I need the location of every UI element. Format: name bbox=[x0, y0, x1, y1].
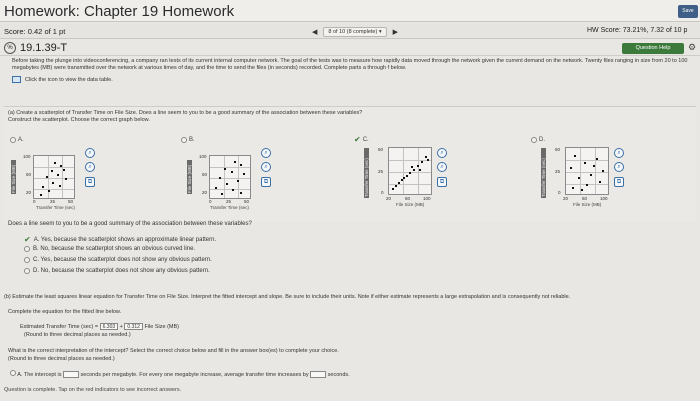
graph-b-xtick: 25 bbox=[226, 199, 232, 204]
graph-d-xlabel: File Size (MB) bbox=[573, 202, 602, 207]
graph-d-xtick: 60 bbox=[582, 196, 588, 201]
hw-score: HW Score: 73.21%, 7.32 of 10 p bbox=[587, 27, 688, 34]
graph-c-xlabel: File Size (MB) bbox=[396, 202, 425, 207]
zoom-out-icon[interactable]: ⌕ bbox=[261, 162, 271, 172]
question-score: Score: 0.42 of 1 pt bbox=[4, 27, 66, 36]
interp-a-end: seconds. bbox=[327, 372, 350, 378]
graph-d-ytick: 50 bbox=[555, 147, 561, 152]
part-a-question: (a) Create a scatterplot of Transfer Time on File Size. Does a line seem to you to be a good summary of the association between these variables? bbox=[8, 110, 363, 116]
answer-option-b[interactable] bbox=[24, 246, 195, 252]
graph-d-ytick: 0 bbox=[558, 190, 561, 195]
next-question-button[interactable]: ▶ bbox=[392, 28, 398, 36]
graph-a-plot bbox=[33, 155, 75, 199]
enlarge-icon[interactable]: ⧉ bbox=[614, 177, 624, 187]
graph-c-ylabel: Transfer Time (sec) bbox=[364, 148, 369, 198]
graph-b-xtick: 50 bbox=[244, 199, 250, 204]
graph-a-ytick: 100 bbox=[23, 154, 31, 159]
graph-d-xtick: 20 bbox=[563, 196, 569, 201]
graph-option-d[interactable] bbox=[531, 137, 545, 143]
graph-b-ylabel: File Size (MB) bbox=[187, 160, 192, 194]
page-title: Homework: Chapter 19 Homework bbox=[4, 3, 235, 20]
question-help-button[interactable]: Question Help bbox=[622, 43, 684, 54]
radio-icon[interactable] bbox=[10, 137, 16, 143]
graph-b-plot bbox=[209, 155, 251, 199]
checkmark-icon: ✔ bbox=[24, 235, 31, 244]
graph-option-label: C. bbox=[362, 136, 369, 143]
app-header bbox=[0, 0, 700, 22]
part-a-instruction: Construct the scatterplot. Choose the correct graph below. bbox=[8, 117, 150, 123]
equation-prefix: Estimated Transfer Time (sec) = bbox=[20, 323, 99, 330]
question-id bbox=[4, 42, 67, 54]
graph-c-ytick: 50 bbox=[378, 147, 384, 152]
question-bar bbox=[0, 40, 700, 56]
enlarge-icon[interactable]: ⧉ bbox=[261, 177, 271, 187]
graph-option-c[interactable] bbox=[354, 135, 369, 144]
prev-question-button[interactable]: ◀ bbox=[312, 28, 318, 36]
graph-b-ytick: 20 bbox=[202, 190, 208, 195]
graph-option-b[interactable] bbox=[181, 137, 195, 143]
interpretation-option-a[interactable] bbox=[10, 370, 350, 378]
graph-c-xtick: 20 bbox=[386, 196, 392, 201]
graph-option-label: B. bbox=[189, 137, 195, 143]
checkmark-icon: ✔ bbox=[354, 135, 361, 144]
intercept-interp-input[interactable] bbox=[63, 371, 79, 378]
question-navigator bbox=[312, 26, 398, 37]
linearity-question: Does a line seem to you to be a good summary of the association between these variables? bbox=[8, 221, 252, 227]
graph-c-ytick: 0 bbox=[381, 190, 384, 195]
interp-a-text: A. The intercept is bbox=[17, 372, 62, 378]
zoom-out-icon[interactable]: ⌕ bbox=[614, 162, 624, 172]
graph-a-ytick: 60 bbox=[26, 172, 32, 177]
slope-interp-input[interactable] bbox=[310, 371, 326, 378]
equation-suffix: File Size (MB) bbox=[144, 323, 179, 330]
answer-option-c[interactable] bbox=[24, 257, 212, 263]
zoom-out-icon[interactable]: ⌕ bbox=[85, 162, 95, 172]
graph-a-ylabel: File Size (MB) bbox=[11, 160, 16, 194]
graph-d-plot bbox=[565, 147, 609, 195]
graph-c-ytick: 25 bbox=[378, 169, 384, 174]
graph-b-xlabel: Transfer Time (sec) bbox=[210, 205, 249, 210]
graph-b-ytick: 60 bbox=[202, 172, 208, 177]
graph-option-a[interactable] bbox=[10, 137, 24, 143]
interp-a-mid: seconds per megabyte. For every one megabyte increase, average transfer time increases by bbox=[80, 372, 309, 378]
interpretation-round-note: (Round to three decimal places as needed.) bbox=[8, 356, 115, 362]
radio-icon[interactable] bbox=[24, 268, 30, 274]
status-message: Question is complete. Tap on the red indicators to see incorrect answers. bbox=[4, 387, 182, 393]
answer-option-text: C. Yes, because the scatterplot does not show any obvious pattern. bbox=[33, 257, 212, 263]
interpretation-question: What is the correct interpretation of the intercept? Select the correct choice below and fill in the answer box(es) to complete your choice. bbox=[8, 348, 339, 354]
data-table-link[interactable] bbox=[12, 76, 113, 83]
equation-plus: + bbox=[119, 323, 123, 330]
zoom-icon[interactable]: ⌕ bbox=[437, 148, 447, 158]
enlarge-icon[interactable]: ⧉ bbox=[437, 177, 447, 187]
graph-c-xtick: 60 bbox=[405, 196, 411, 201]
part-b-question: (b) Estimate the least squares linear equation for Transfer Time on File Size. Interpret the fitted intercept and slope. Be sure to include their units. Note if either estimate represents a large extrapolation and is consequently not reliable. bbox=[4, 294, 571, 300]
zoom-icon[interactable]: ⌕ bbox=[85, 148, 95, 158]
question-number: 19.1.39-T bbox=[20, 42, 68, 54]
part-b-instruction: Complete the equation for the fitted line below. bbox=[8, 309, 122, 315]
radio-icon[interactable] bbox=[531, 137, 537, 143]
graph-d-ylabel: Transfer Time (sec) bbox=[541, 148, 546, 198]
round-note: (Round to three decimal places as needed.) bbox=[24, 332, 131, 338]
graph-c-plot bbox=[388, 147, 432, 195]
enlarge-icon[interactable]: ⧉ bbox=[85, 177, 95, 187]
zoom-out-icon[interactable]: ⌕ bbox=[437, 162, 447, 172]
graph-option-label: D. bbox=[539, 137, 545, 143]
part-a-prompt bbox=[8, 110, 362, 124]
fitted-equation bbox=[20, 323, 179, 330]
gear-icon[interactable]: ⚙ bbox=[688, 42, 697, 52]
question-select-dropdown[interactable]: 8 of 10 (8 complete) ▾ bbox=[323, 27, 386, 37]
answer-option-d[interactable] bbox=[24, 268, 210, 274]
table-icon[interactable] bbox=[12, 76, 21, 83]
percent-icon: % bbox=[4, 42, 16, 54]
graph-b-ytick: 100 bbox=[199, 154, 207, 159]
graph-b-xtick: 0 bbox=[209, 199, 212, 204]
zoom-icon[interactable]: ⌕ bbox=[261, 148, 271, 158]
graph-d-ytick: 25 bbox=[555, 169, 561, 174]
graph-d-xtick: 100 bbox=[600, 196, 608, 201]
radio-icon[interactable] bbox=[10, 370, 16, 376]
graph-c-xtick: 100 bbox=[423, 196, 431, 201]
slope-input[interactable]: 0.312 bbox=[124, 323, 143, 330]
save-button[interactable]: Save bbox=[678, 5, 698, 18]
graph-option-label: A. bbox=[18, 137, 24, 143]
answer-option-text: B. No, because the scatterplot shows an obvious curved line. bbox=[33, 246, 196, 252]
question-intro: Before taking the plunge into videoconferencing, a company ran tests of its current internal computer network. The goal of the tests was to measure how rapidly data moved through the network given the current demand on the network. Twenty files ranging in size from 20 to 100 megabytes (MB) were transmitted over the network at various times of day, and the time to send the files (in seconds) recorded. Complete parts a through f below. bbox=[12, 58, 688, 71]
data-table-label: Click the icon to view the data table. bbox=[25, 76, 113, 83]
intercept-input[interactable]: 6.303 bbox=[100, 323, 119, 330]
score-bar bbox=[0, 23, 700, 39]
radio-icon[interactable] bbox=[181, 137, 187, 143]
graph-a-ytick: 20 bbox=[26, 190, 32, 195]
answer-option-text: A. Yes, because the scatterplot shows an approximate linear pattern. bbox=[33, 236, 217, 243]
graph-a-xtick: 25 bbox=[50, 199, 56, 204]
answer-option-a[interactable] bbox=[24, 235, 216, 244]
zoom-icon[interactable]: ⌕ bbox=[614, 148, 624, 158]
graph-a-xtick: 0 bbox=[33, 199, 36, 204]
radio-icon[interactable] bbox=[24, 246, 30, 252]
answer-option-text: D. No, because the scatterplot does not show any obvious pattern. bbox=[33, 268, 210, 274]
graph-a-xlabel: Transfer Time (sec) bbox=[36, 205, 75, 210]
radio-icon[interactable] bbox=[24, 257, 30, 263]
graph-a-xtick: 50 bbox=[68, 199, 74, 204]
